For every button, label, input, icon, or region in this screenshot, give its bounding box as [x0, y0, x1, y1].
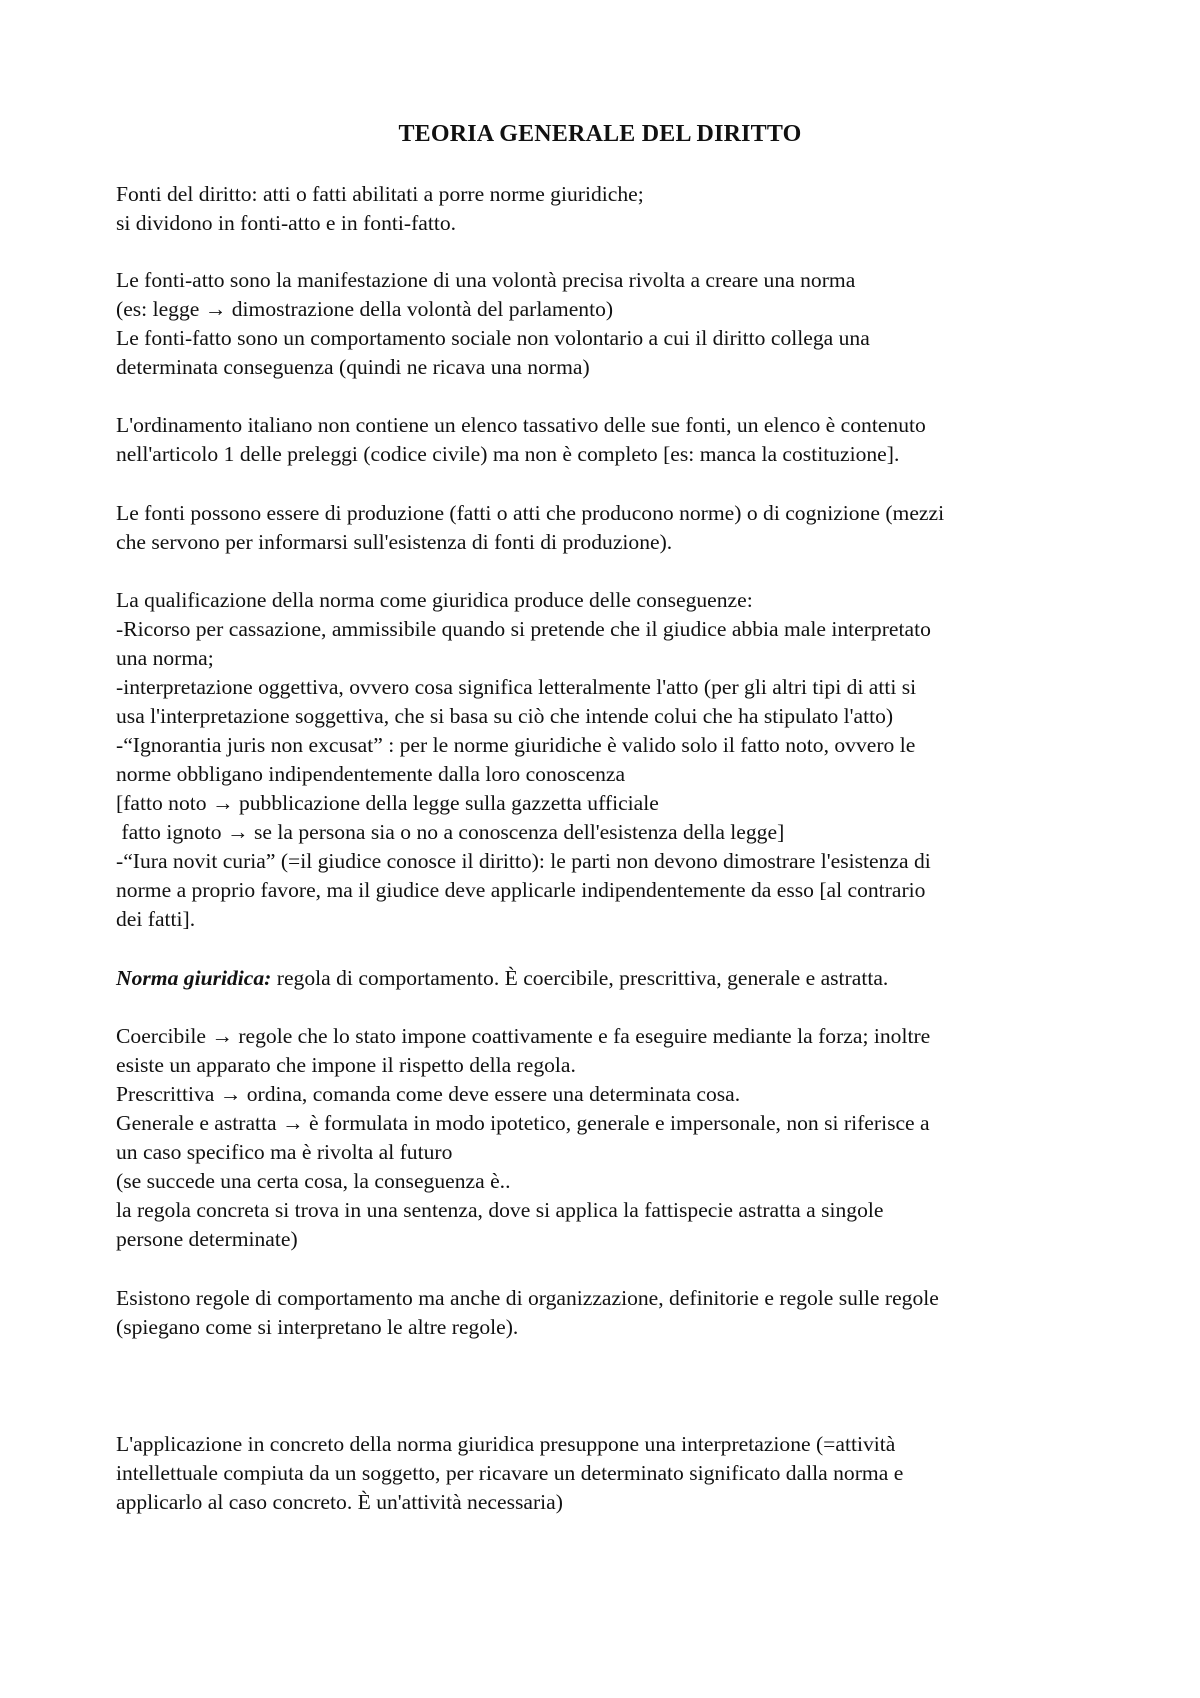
text-line: un caso specifico ma è rivolta al futuro: [116, 1140, 453, 1164]
text-line: una norma;: [116, 646, 214, 670]
text-line: si dividono in fonti-atto e in fonti-fatto.: [116, 211, 457, 235]
text-line: esiste un apparato che impone il rispetto della regola.: [116, 1053, 576, 1077]
text-line: la regola concreta si trova in una sentenza, dove si applica la fattispecie astratta a singole: [116, 1198, 884, 1222]
text-line: Coercibile → regole che lo stato impone coattivamente e fa eseguire mediante la forza; inoltre: [116, 1024, 931, 1048]
text-line: nell'articolo 1 delle preleggi (codice civile) ma non è completo [es: manca la costituzione].: [116, 442, 900, 466]
text-line: [fatto noto → pubblicazione della legge sulla gazzetta ufficiale: [116, 791, 659, 815]
text-line: -“Ignorantia juris non excusat” : per le norme giuridiche è valido solo il fatto noto, ovvero le: [116, 733, 916, 757]
text-line: (se succede una certa cosa, la conseguenza è..: [116, 1169, 511, 1193]
text-line: Fonti del diritto: atti o fatti abilitati a porre norme giuridiche;: [116, 182, 644, 206]
norma-giuridica-heading: Norma giuridica:: [116, 966, 272, 990]
text-line: Prescrittiva → ordina, comanda come deve essere una determinata cosa.: [116, 1082, 741, 1106]
text-line: L'ordinamento italiano non contiene un elenco tassativo delle sue fonti, un elenco è contenuto: [116, 413, 926, 437]
text-line: norme a proprio favore, ma il giudice deve applicarle indipendentemente da esso [al contrario: [116, 878, 926, 902]
text-line: Le fonti-fatto sono un comportamento sociale non volontario a cui il diritto collega una: [116, 326, 870, 350]
text-line: La qualificazione della norma come giuridica produce delle conseguenze:: [116, 588, 753, 612]
text-line: fatto ignoto → se la persona sia o no a conoscenza dell'esistenza della legge]: [116, 820, 785, 844]
text-line: norme obbligano indipendentemente dalla loro conoscenza: [116, 762, 626, 786]
text-line: applicarlo al caso concreto. È un'attività necessaria): [116, 1490, 563, 1514]
text-line: Esistono regole di comportamento ma anche di organizzazione, definitorie e regole sulle regole: [116, 1286, 939, 1310]
text-line: Le fonti-atto sono la manifestazione di una volontà precisa rivolta a creare una norma: [116, 268, 856, 292]
text-line: (es: legge → dimostrazione della volontà del parlamento): [116, 297, 614, 321]
document-title: TEORIA GENERALE DEL DIRITTO: [398, 121, 802, 147]
text-line: usa l'interpretazione soggettiva, che si basa su ciò che intende colui che ha stipulato l'atto): [116, 704, 894, 728]
text-line: -Ricorso per cassazione, ammissibile quando si pretende che il giudice abbia male interpretato: [116, 617, 931, 641]
text-line: -interpretazione oggettiva, ovvero cosa significa letteralmente l'atto (per gli altri tipi di atti si: [116, 675, 917, 699]
text-line: determinata conseguenza (quindi ne ricava una norma): [116, 355, 590, 379]
text-line: -“Iura novit curia” (=il giudice conosce il diritto): le parti non devono dimostrare l'esistenza di: [116, 849, 931, 873]
text-line: dei fatti].: [116, 907, 196, 931]
norma-giuridica-definition: regola di comportamento. È coercibile, prescrittiva, generale e astratta.: [271, 966, 889, 990]
text-line: persone determinate): [116, 1227, 298, 1251]
text-line: Le fonti possono essere di produzione (fatti o atti che producono norme) o di cognizione (mezzi: [116, 501, 945, 525]
text-line: [116, 964, 888, 993]
text-line: (spiegano come si interpretano le altre regole).: [116, 1315, 519, 1339]
text-line: L'applicazione in concreto della norma giuridica presuppone una interpretazione (=attività: [116, 1432, 896, 1456]
text-line: intellettuale compiuta da un soggetto, per ricavare un determinato significato dalla norma e: [116, 1461, 904, 1485]
text-line: che servono per informarsi sull'esistenza di fonti di produzione).: [116, 530, 673, 554]
text-line: Generale e astratta → è formulata in modo ipotetico, generale e impersonale, non si riferisce a: [116, 1111, 930, 1135]
